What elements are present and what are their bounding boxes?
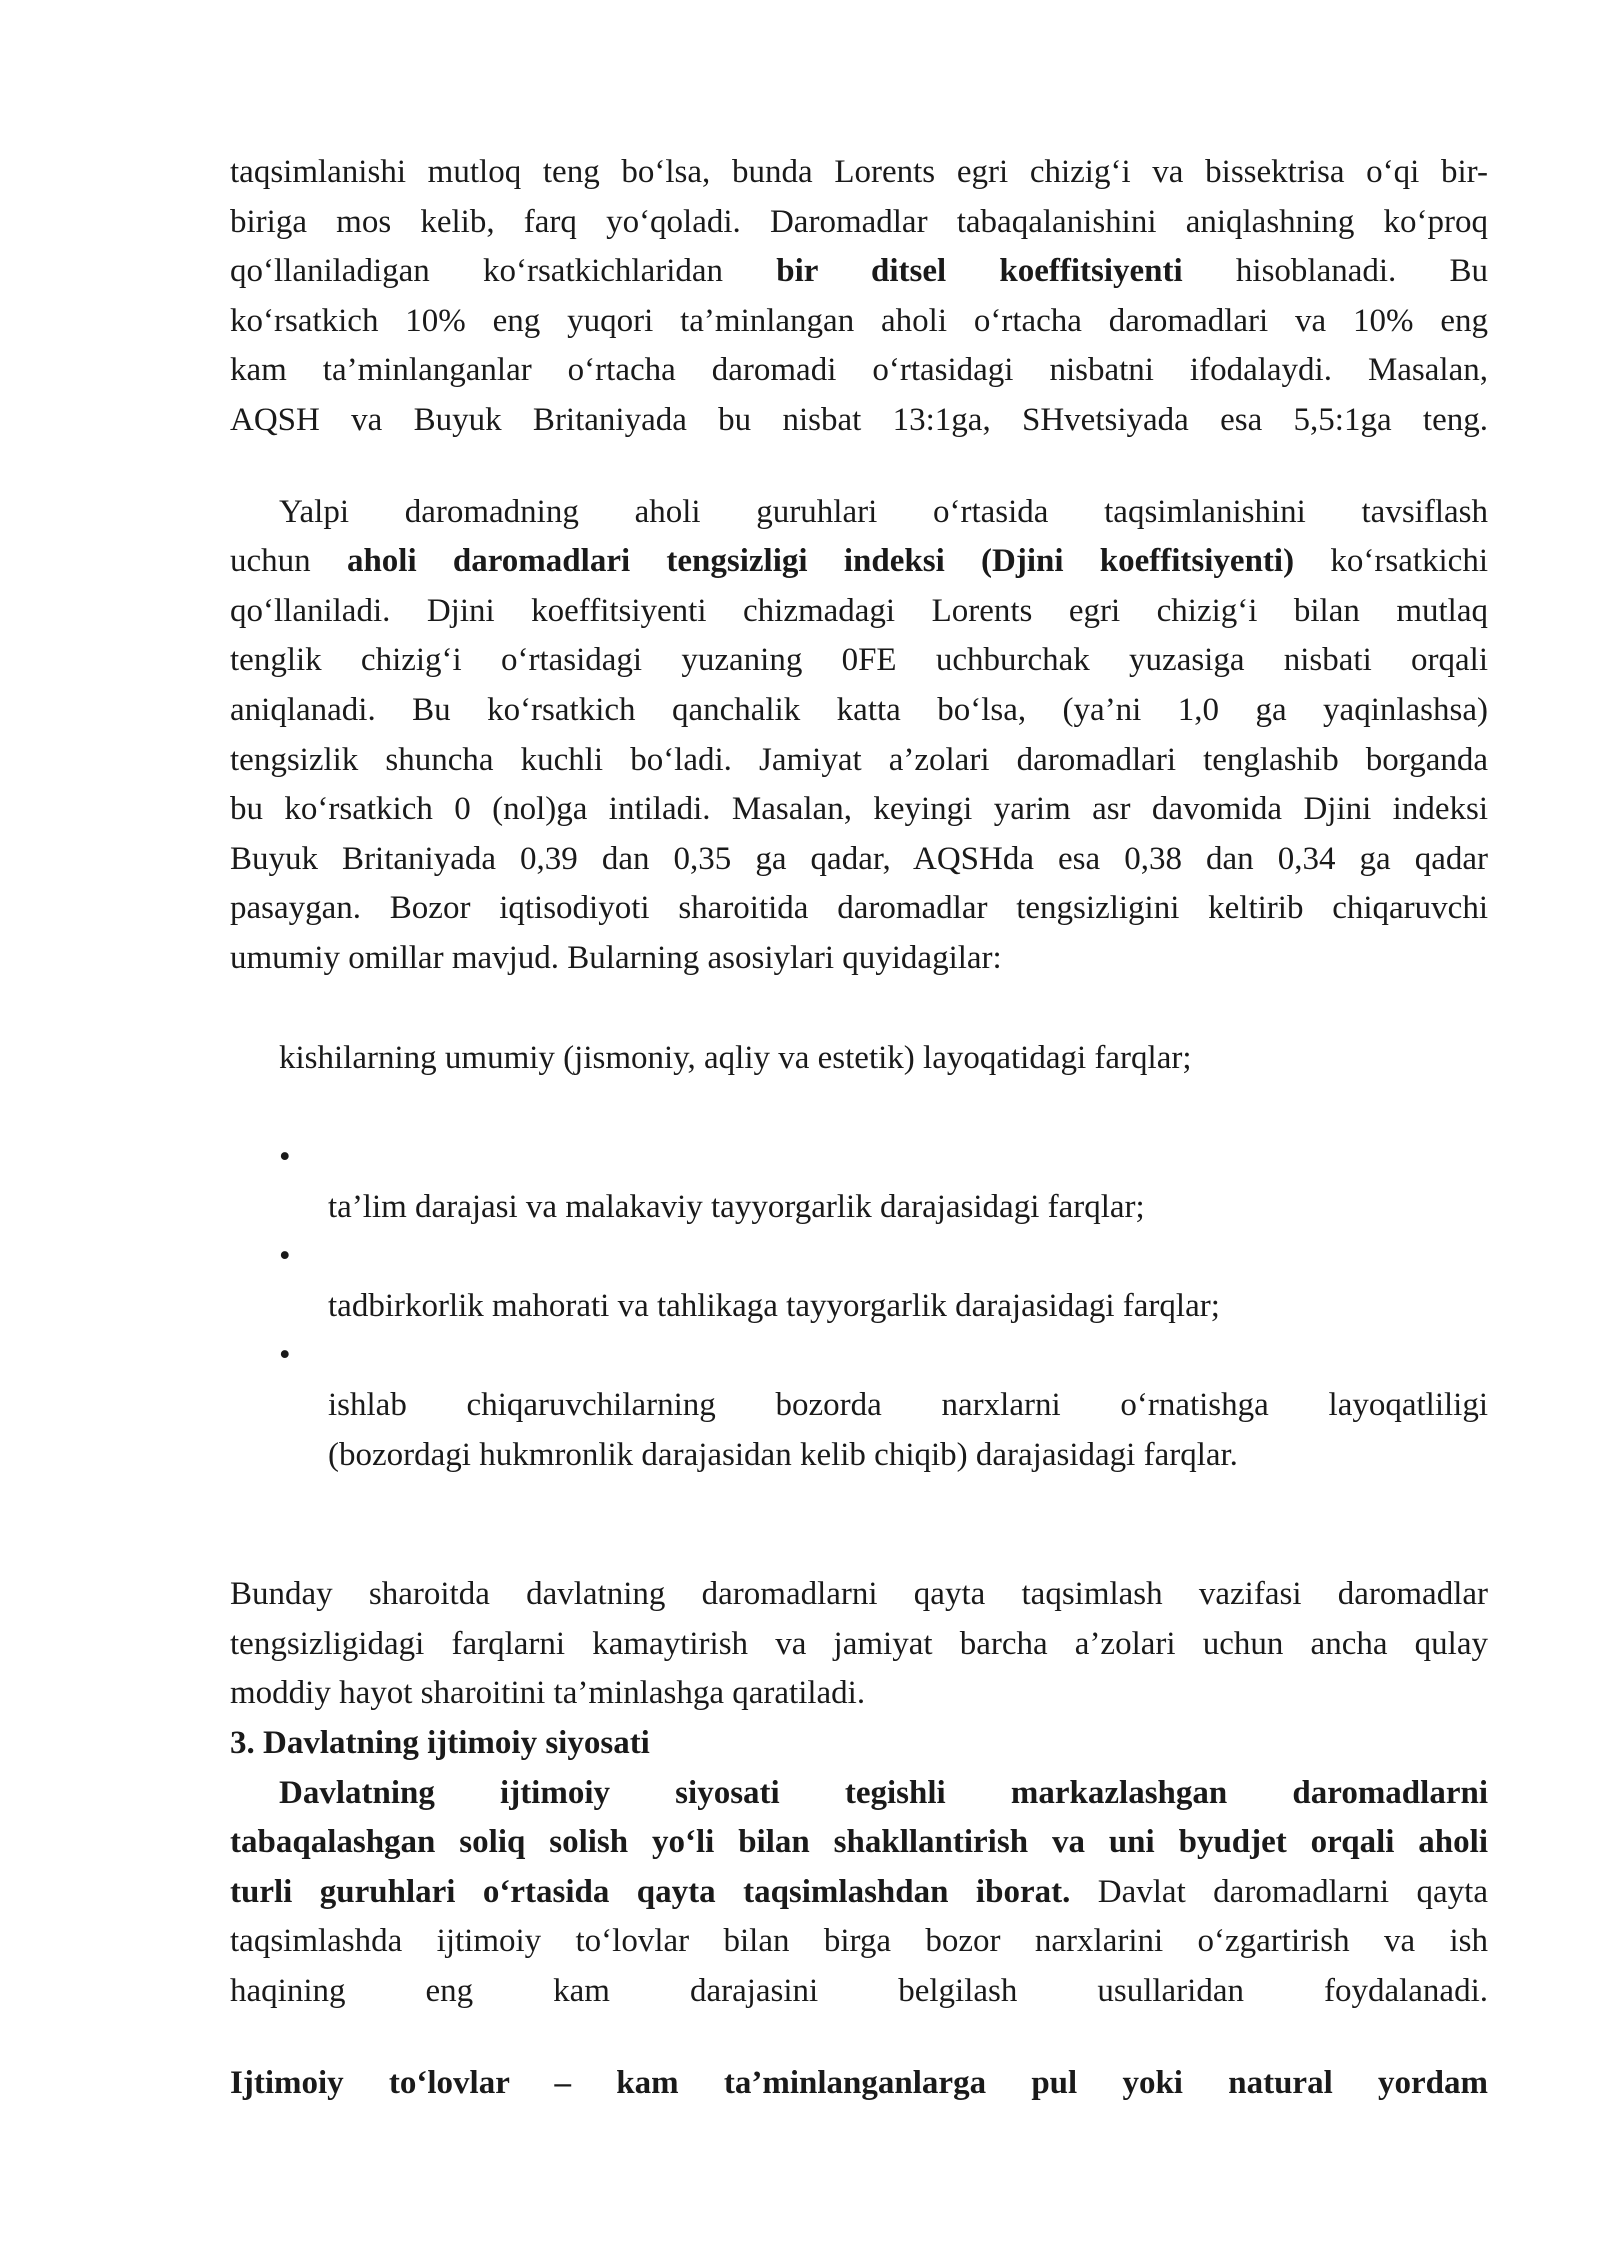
text-line: Buyuk Britaniyada 0,39 dan 0,35 ga qadar, AQSHda esa 0,38 dan 0,34 ga qadar: [230, 840, 1488, 877]
text-line: taqsimlanishi mutloq teng bo‘lsa, bunda Lorents egri chizig‘i va bissektrisa o‘qi bir-: [230, 154, 1488, 190]
list-item-text: ishlab chiqaruvchilarning bozorda narxlarni o‘rnatishga layoqatliligi: [328, 1387, 1488, 1424]
text-line: tengsizligidagi farqlarni kamaytirish va jamiyat barcha a’zolari uchun ancha qulay: [230, 1625, 1488, 1662]
text-span: ko‘rsatkichi: [1330, 543, 1488, 580]
term-decile-coefficient: bir ditsel koeffitsiyenti: [776, 253, 1183, 290]
list-item-text: tadbirkorlik mahorati va tahlikaga tayyorgarlik darajasidagi farqlar;: [328, 1287, 1220, 1324]
text-line: umumiy omillar mavjud. Bularning asosiylari quyidagilar:: [230, 939, 1002, 976]
document-page: [230, 148, 1488, 2108]
text-line: [230, 537, 1488, 587]
text-span: Davlat daromadlarni qayta: [1097, 1873, 1488, 1910]
text-line: haqining eng kam darajasini belgilash usullaridan foydalanadi.: [230, 1973, 1488, 2009]
text-line: qo‘llaniladi. Djini koeffitsiyenti chizmadagi Lorents egri chizig‘i bilan mutlaq: [230, 592, 1488, 629]
text-line: Davlatning ijtimoiy siyosati tegishli markazlashgan daromadlarni: [279, 1774, 1488, 1811]
bullet-icon: •: [279, 1139, 291, 1176]
bullet-icon: •: [279, 1238, 291, 1275]
paragraph-gini-index: [230, 488, 1488, 984]
list-item: [230, 1133, 1488, 1232]
text-line: Ijtimoiy to‘lovlar – kam ta’minlanganlarga pul yoki natural yordam: [230, 2064, 1488, 2101]
text-line: [230, 1868, 1488, 1918]
text-line: tengsizlik shuncha kuchli bo‘ladi. Jamiyat a’zolari daromadlari tenglashib borganda: [230, 741, 1488, 778]
list-item-text: ta’lim darajasi va malakaviy tayyorgarlik darajasidagi farqlar;: [328, 1188, 1145, 1225]
term-gini-coefficient: aholi daromadlari tengsizligi indeksi (Djini koeffitsiyenti): [346, 543, 1295, 580]
text-line: ko‘rsatkich 10% eng yuqori ta’minlangan aholi o‘rtacha daromadlari va 10% eng: [230, 302, 1488, 339]
factors-list: [230, 1034, 1488, 1481]
paragraph-social-payments: [230, 2059, 1488, 2109]
text-line: bu ko‘rsatkich 0 (nol)ga intiladi. Masalan, keyingi yarim asr davomida Djini indeksi: [230, 791, 1488, 828]
text-line: Bunday sharoitda davlatning daromadlarni qayta taqsimlash vazifasi daromadlar: [230, 1576, 1488, 1613]
text-line: [230, 247, 1488, 297]
text-span: turli guruhlari o‘rtasida qayta taqsimlashdan iborat.: [230, 1873, 1071, 1910]
text-line: moddiy hayot sharoitini ta’minlashga qaratiladi.: [230, 1675, 866, 1712]
text-line: taqsimlashda ijtimoiy to‘lovlar bilan birga bozor narxlarini o‘zgartirish va ish: [230, 1923, 1488, 1960]
text-line: tabaqalashgan soliq solish yo‘li bilan shakllantirish va uni byudjet orqali aholi: [230, 1824, 1488, 1861]
text-span: uchun: [230, 543, 311, 580]
list-intro: kishilarning umumiy (jismoniy, aqliy va estetik) layoqatidagi farqlar;: [279, 1039, 1192, 1076]
text-line: tenglik chizig‘i o‘rtasidagi yuzaning 0FE uchburchak yuzasiga nisbati orqali: [230, 642, 1488, 679]
paragraph-redistribution: [230, 1570, 1488, 1719]
text-span: hisoblanadi. Bu: [1235, 253, 1489, 290]
text-line: kam ta’minlanganlar o‘rtacha daromadi o‘rtasidagi nisbatni ifodalaydi. Masalan,: [230, 352, 1488, 389]
text-line: pasaygan. Bozor iqtisodiyoti sharoitida daromadlar tengsizligini keltirib chiqaruvchi: [230, 890, 1488, 927]
list-item: [230, 1232, 1488, 1331]
text-span: qo‘llaniladigan ko‘rsatkichlaridan: [230, 253, 724, 290]
paragraph-social-policy: [230, 1769, 1488, 2017]
text-line: AQSH va Buyuk Britaniyada bu nisbat 13:1ga, SHvetsiyada esa 5,5:1ga teng.: [230, 401, 1488, 438]
list-item-text: (bozordagi hukmronlik darajasidan kelib chiqib) darajasidagi farqlar.: [328, 1436, 1238, 1473]
text-line: biriga mos kelib, farq yo‘qoladi. Daromadlar tabaqalanishini aniqlashning ko‘proq: [230, 203, 1488, 240]
paragraph-income-distribution: [230, 148, 1488, 446]
text-line: aniqlanadi. Bu ko‘rsatkich qanchalik katta bo‘lsa, (ya’ni 1,0 ga yaqinlashsa): [230, 691, 1488, 728]
bullet-icon: •: [279, 1337, 291, 1374]
text-line: Yalpi daromadning aholi guruhlari o‘rtasida taqsimlanishini tavsiflash: [279, 493, 1488, 530]
section-heading: 3. Davlatning ijtimoiy siyosati: [230, 1725, 650, 1762]
list-item: [230, 1331, 1488, 1480]
